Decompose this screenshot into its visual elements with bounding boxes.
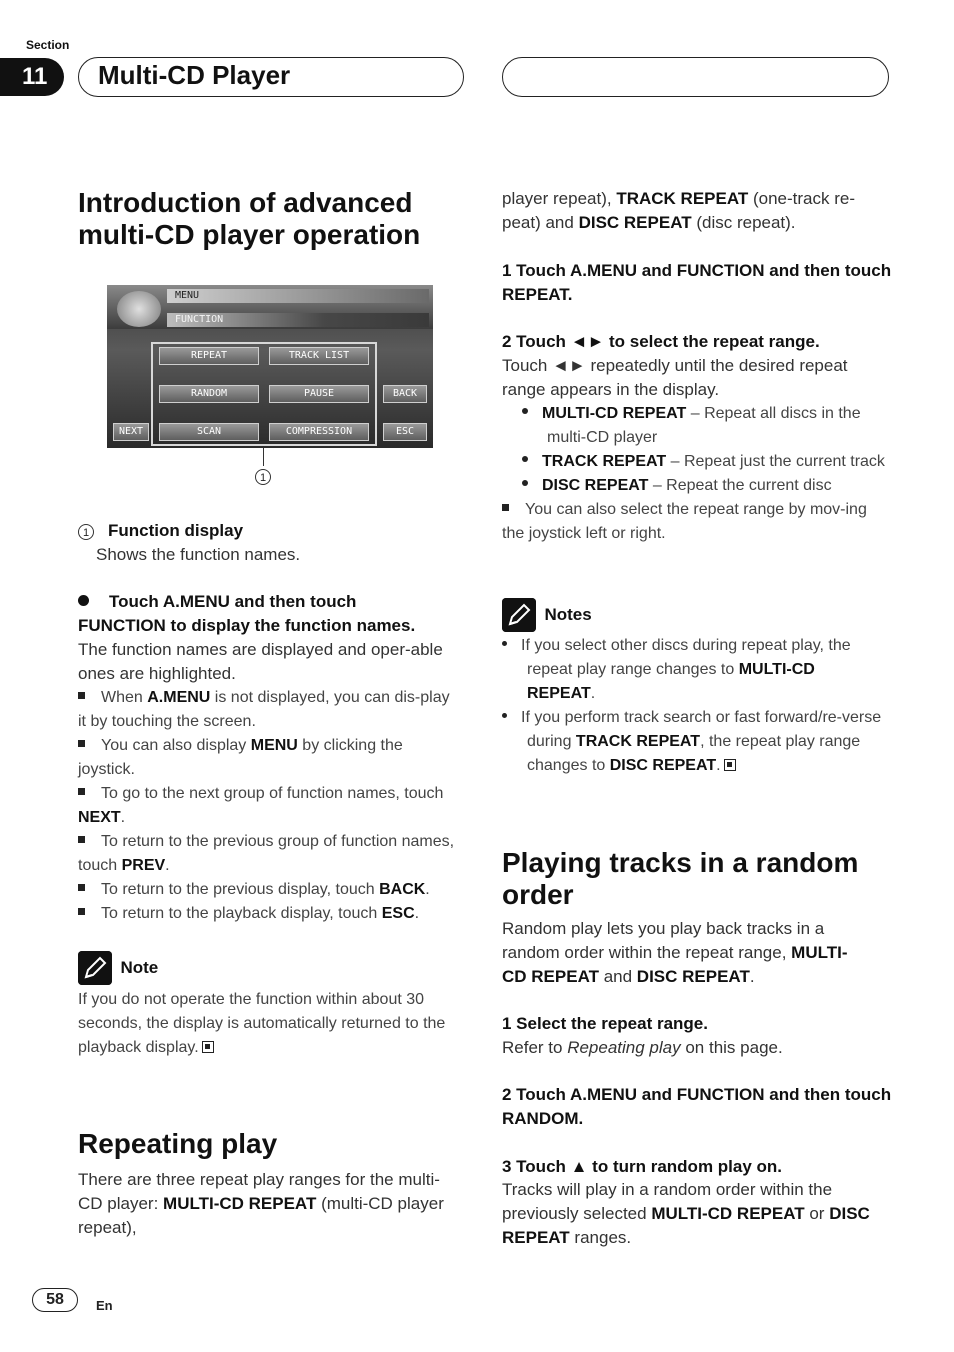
intro-step: Touch A.MENU and then touch FUNCTION to display the function names. The function names are displayed and oper-able ones are highlighted. (78, 590, 464, 686)
notes-label: Notes (544, 605, 592, 624)
note-item: If you select other discs during repeat play, the repeat play range changes to MULTI-CD REPEAT. (502, 634, 886, 706)
callout-marker: 1 (255, 468, 271, 486)
random-step-1: 1 Select the repeat range. (502, 1014, 708, 1033)
square-bullet-icon (78, 788, 85, 795)
random-step-3-description: Tracks will play in a random order within the previously selected MULTI-CD REPEAT or DISC REPEAT ranges. (502, 1180, 870, 1247)
repeat-option: DISC REPEAT – Repeat the current disc (502, 474, 890, 498)
square-bullet-icon (78, 884, 85, 891)
menu-bar (167, 289, 429, 303)
notes-list (502, 634, 886, 778)
note-label: Note (120, 958, 159, 977)
language-label: En (96, 1298, 113, 1313)
section-label: Section (26, 38, 70, 52)
screen-random-button: RANDOM (159, 385, 259, 403)
square-bullet-icon (78, 692, 85, 699)
legend-title: Function display (108, 521, 244, 540)
header-empty-frame (502, 57, 889, 97)
intro-bullet: To return to the playback display, touch ESC. (78, 902, 462, 926)
screen-esc-button: ESC (383, 423, 427, 441)
random-heading: Playing tracks in a random order (502, 847, 859, 910)
note-header (78, 951, 158, 985)
intro-bullet: To return to the previous display, touch BACK. (78, 878, 462, 902)
mcd-logo-icon (117, 291, 161, 327)
repeat-options-list (502, 402, 890, 546)
legend-number: 1 (78, 524, 94, 540)
screen-track-list-button: TRACK LIST (269, 347, 369, 365)
intro-bullet: To return to the previous group of function names, touch PREV. (78, 833, 455, 874)
end-mark-icon (724, 759, 736, 771)
random-step-1-description: Refer to Repeating play on this page. (502, 1038, 783, 1057)
intro-bullet: You can also display MENU by clicking the joystick. (78, 737, 403, 778)
note-item: If you perform track search or fast forward/re-verse during TRACK REPEAT, the repeat play range changes to DISC REPEAT. (502, 706, 886, 778)
repeat-option: TRACK REPEAT – Repeat just the current track (502, 450, 890, 474)
screen-repeat-button: REPEAT (159, 347, 259, 365)
square-bullet-icon (502, 504, 509, 511)
screen-back-button: BACK (383, 385, 427, 403)
square-bullet-icon (78, 740, 85, 747)
intro-bullet: To go to the next group of function names, touch NEXT. (78, 785, 444, 826)
legend-function-display (78, 519, 464, 567)
repeat-step-1: 1 Touch A.MENU and FUNCTION and then touch REPEAT. (502, 261, 892, 304)
screen-function-label: FUNCTION (175, 314, 224, 325)
page-number: 58 (32, 1288, 78, 1312)
section-number-badge: 11 (0, 58, 64, 96)
intro-bullet-list (78, 686, 462, 926)
screen-pause-button: PAUSE (269, 385, 369, 403)
intro-bullet: When A.MENU is not displayed, you can dis-play it by touching the screen. (78, 689, 450, 730)
chapter-title: Multi-CD Player (98, 60, 291, 90)
notes-header (502, 598, 592, 632)
screen-menu-label: MENU (175, 290, 200, 301)
legend-description: Shows the function names. (96, 545, 301, 564)
repeat-step-2: 2 Touch ◄► to select the repeat range. (502, 332, 820, 351)
note-text: If you do not operate the function within about 30 seconds, the display is automatically returned to the playback display. (78, 991, 446, 1056)
bullet-icon (502, 641, 507, 646)
random-step-3: 3 Touch ▲ to turn random play on. (502, 1157, 783, 1176)
end-mark-icon (202, 1041, 214, 1053)
square-bullet-icon (78, 836, 85, 843)
bullet-icon (522, 480, 528, 486)
repeat-step-2-description: Touch ◄► repeatedly until the desired repeat range appears in the display. (502, 356, 848, 399)
intro-step-description: The function names are displayed and oper-able ones are highlighted. (78, 640, 443, 683)
function-display-screenshot (107, 285, 433, 448)
random-step-2: 2 Touch A.MENU and FUNCTION and then touch RANDOM. (502, 1085, 892, 1128)
repeat-intro-part1: There are three repeat play ranges for the multi-CD player: MULTI-CD REPEAT (multi-CD player repeat), (78, 1170, 444, 1237)
square-bullet-icon (78, 908, 85, 915)
repeat-heading: Repeating play (78, 1128, 278, 1159)
repeat-option: MULTI-CD REPEAT – Repeat all discs in the multi-CD player (502, 402, 890, 450)
bullet-icon (522, 456, 528, 462)
screen-scan-button: SCAN (159, 423, 259, 441)
repeat-intro-part2: player repeat), TRACK REPEAT (one-track re-peat) and DISC REPEAT (disc repeat). (502, 189, 856, 232)
bullet-icon (522, 408, 528, 414)
screen-compression-button: COMPRESSION (269, 423, 369, 441)
note-pencil-icon (78, 951, 112, 985)
step-dot-icon (78, 595, 89, 606)
note-pencil-icon (502, 598, 536, 632)
random-intro: Random play lets you play back tracks in a random order within the repeat range, MULTI-CD REPEAT and DISC REPEAT. (502, 919, 848, 986)
callout-line (263, 448, 264, 466)
screen-next-button: NEXT (113, 423, 149, 441)
intro-heading: Introduction of advanced multi-CD player operation (78, 187, 421, 250)
bullet-icon (502, 713, 507, 718)
repeat-tip: You can also select the repeat range by mov-ing the joystick left or right. (502, 501, 867, 542)
